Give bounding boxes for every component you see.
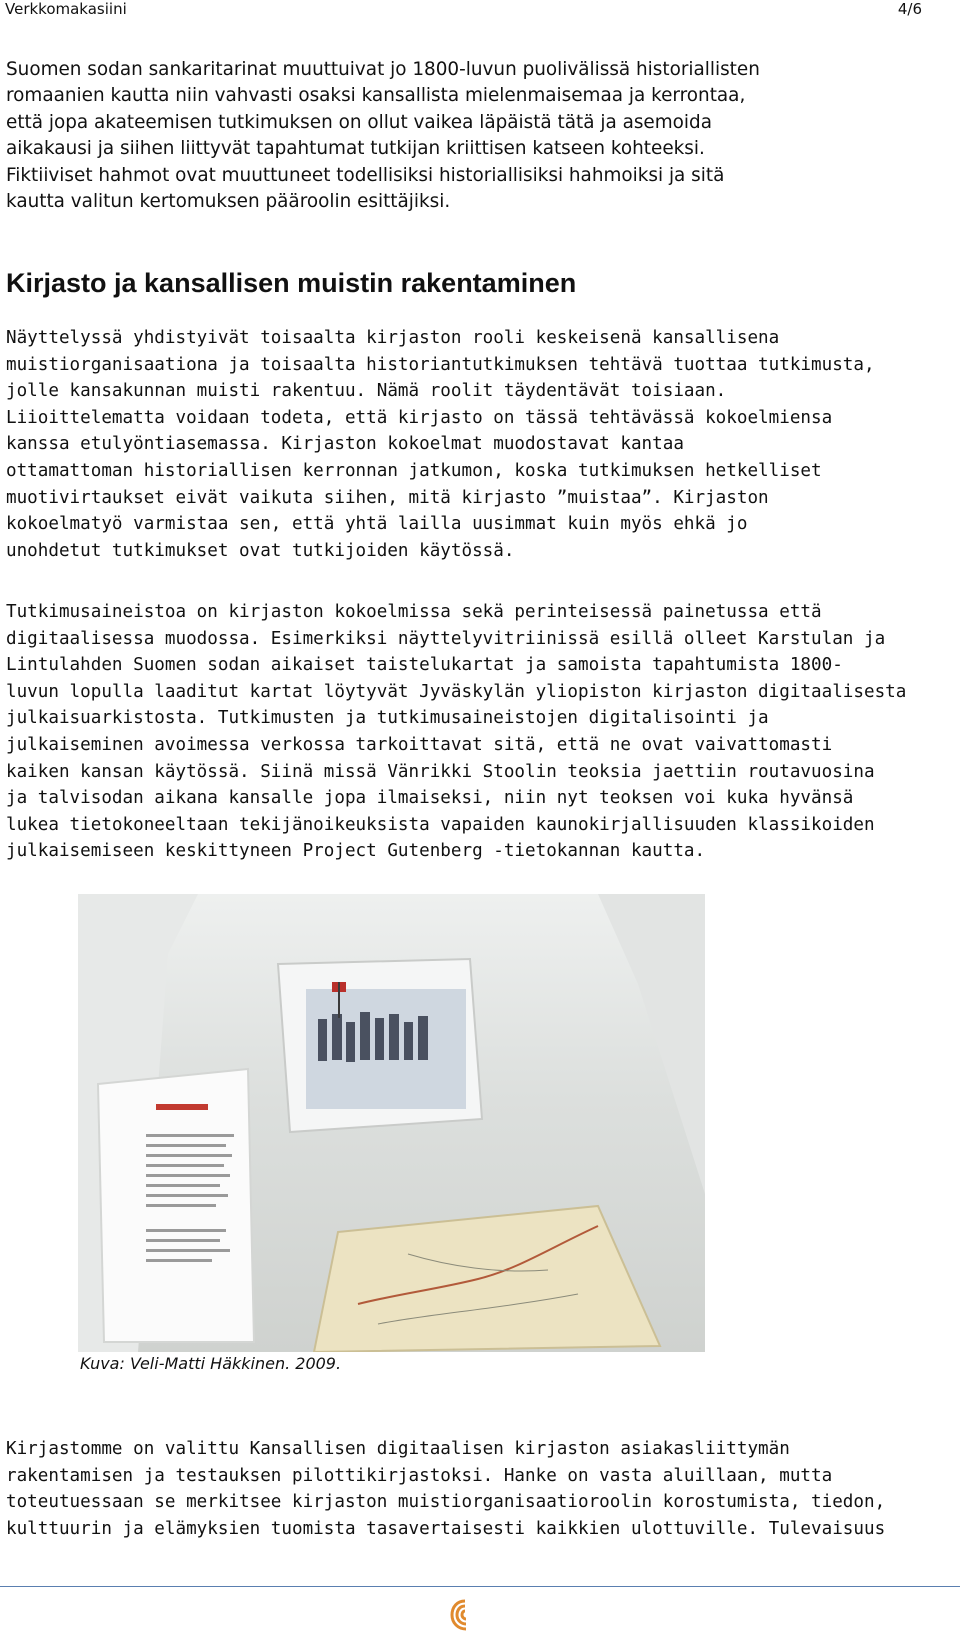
- paragraph-research-material: [6, 599, 926, 865]
- text-line: julkaisemiseen keskittyneen Project Gutenberg -tietokannan kautta.: [6, 841, 706, 862]
- text-line: muotivirtaukset eivät vaikuta siihen, mitä kirjasto ”muistaa”. Kirjaston: [6, 487, 769, 508]
- text-line: lukea tietokoneeltaan tekijänoikeuksista vapaiden kaunokirjallisuuden klassikoiden: [6, 814, 875, 835]
- text-line: Suomen sodan sankaritarinat muuttuivat jo 1800-luvun puolivälissä historiallisten: [6, 59, 760, 80]
- library-logo-icon: [448, 1598, 482, 1632]
- text-line: Näyttelyssä yhdistyivät toisaalta kirjaston rooli keskeisenä kansallisena: [6, 328, 780, 348]
- exhibition-photo-illustration: [78, 894, 705, 1352]
- exhibition-photo: [78, 894, 705, 1352]
- section-heading: Kirjasto ja kansallisen muistin rakentaminen: [6, 268, 577, 298]
- text-line: Lintulahden Suomen sodan aikaiset taistelukartat ja samoista tapahtumista 1800-: [6, 655, 843, 676]
- text-line: kulttuurin ja elämyksien tuomista tasavertaisesti kaikkien ulottuville. Tulevaisuus: [6, 1518, 886, 1539]
- text-line: rakentamisen ja testauksen pilottikirjastoksi. Hanke on vasta aluillaan, mutta: [6, 1465, 833, 1486]
- text-line: digitaalisessa muodossa. Esimerkiksi näyttelyvitriinissä esillä olleet Karstulan ja: [6, 628, 886, 649]
- text-line: aikakausi ja siihen liittyvät tapahtumat tutkijan kriittisen katseen kohteeksi.: [6, 138, 705, 160]
- intro-paragraph: [6, 57, 926, 215]
- paragraph-library-role: [6, 325, 926, 564]
- text-line: kautta valitun kertomuksen pääroolin esittäjiksi.: [6, 191, 451, 213]
- publication-title: Verkkomakasiini: [5, 0, 127, 18]
- text-line: muistiorganisaationa ja toisaalta historiantutkimuksen tehtävä tuottaa tutkimusta,: [6, 354, 875, 375]
- text-line: unohdetut tutkimukset ovat tutkijoiden käytössä.: [6, 540, 515, 561]
- figure-caption: Kuva: Veli-Matti Häkkinen. 2009.: [80, 1354, 342, 1373]
- text-line: luvun lopulla laaditut kartat löytyvät Jyväskylän yliopiston kirjaston digitaalisesta: [6, 681, 907, 702]
- text-line: romaanien kautta niin vahvasti osaksi kansallista mielenmaisemaa ja kerrontaa,: [6, 85, 746, 107]
- text-line: Fiktiiviset hahmot ovat muuttuneet todellisiksi historiallisiksi hahmoiksi ja sitä: [6, 164, 725, 186]
- text-line: Tutkimusaineistoa on kirjaston kokoelmissa sekä perinteisessä painetussa että: [6, 602, 822, 622]
- text-line: kokoelmatyö varmistaa sen, että yhtä lailla uusimmat kuin myös ehkä jo: [6, 514, 748, 535]
- text-line: että jopa akateemisen tutkimuksen on ollut vaikea läpäistä tätä ja asemoida: [6, 111, 712, 133]
- paragraph-pilot-library: [6, 1436, 926, 1542]
- page-number: 4/6: [897, 0, 922, 18]
- text-line: julkaiseminen avoimessa verkossa tarkoittavat sitä, että ne ovat vaivattomasti: [6, 734, 833, 755]
- text-line: Liioittelematta voidaan todeta, että kirjasto on tässä tehtävässä kokoelmiensa: [6, 407, 833, 428]
- text-line: julkaisuarkistosta. Tutkimusten ja tutkimusaineistojen digitalisointi ja: [6, 708, 769, 729]
- page-header: [5, 0, 922, 22]
- text-line: kaiken kansan käytössä. Siinä missä Vänrikki Stoolin teoksia jaettiin routavuosina: [6, 761, 875, 782]
- footer-divider: [0, 1586, 960, 1587]
- text-line: jolle kansakunnan muisti rakentuu. Nämä roolit täydentävät toisiaan.: [6, 381, 727, 402]
- text-line: kanssa etulyöntiasemassa. Kirjaston kokoelmat muodostavat kantaa: [6, 434, 684, 455]
- text-line: toteutuessaan se merkitsee kirjaston muistiorganisaatioroolin korostumista, tiedon,: [6, 1492, 886, 1513]
- text-line: Kirjastomme on valittu Kansallisen digitaalisen kirjaston asiakasliittymän: [6, 1439, 790, 1459]
- text-line: ja talvisodan aikana kansalle jopa ilmaiseksi, niin nyt teoksen voi kuka hyvänsä: [6, 788, 854, 809]
- text-line: ottamattoman historiallisen kerronnan jatkumon, koska tutkimuksen hetkelliset: [6, 460, 822, 481]
